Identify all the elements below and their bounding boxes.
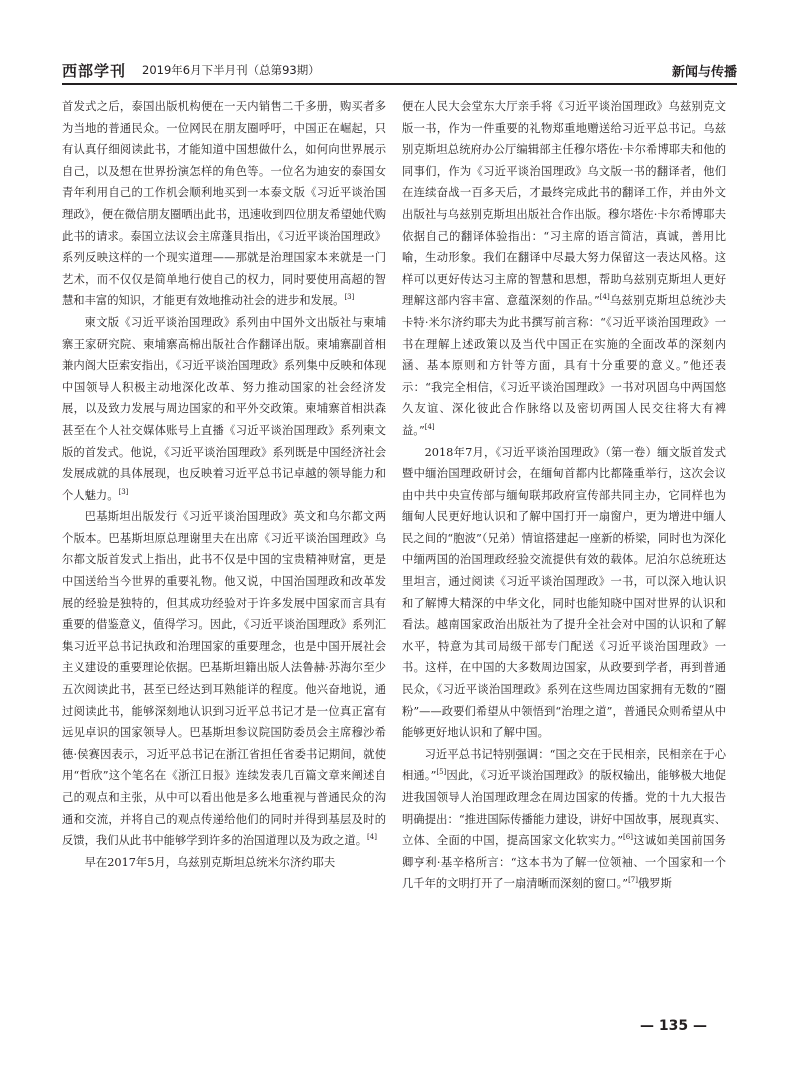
- paragraph: 巴基斯坦出版发行《习近平谈治国理政》英文和乌尔都文两个版本。巴基斯坦原总理谢里夫在出席《习近平谈治国理政》乌尔都文版首发式上指出，此书不仅是中国的宝贵精神财富，更是中国送给当今世界的重要礼物。他又说，中国治国理政和改革发展的经验是独特的，但其成功经验对于许多发展中国家而言具有重要的借鉴意义，值得学习。因此，《习近平谈治国理政》系列汇集习近平总书记执政和治理国家的重要理念，也是中国开展社会主义建设的重要理论依据。巴基斯坦籍出版人法鲁赫·苏海尔至少五次阅读此书，甚至已经达到耳熟能详的程度。他兴奋地说，通过阅读此书，能够深刻地认识到习近平总书记才是一位真正富有远见卓识的国家领导人。巴基斯坦参议院国防委员会主席穆沙希德·侯赛因表示，习近平总书记在浙江省担任省委书记期间，就使用“哲欣”这个笔名在《浙江日报》连续发表几百篇文章来阐述自己的观点和主张，从中可以看出他是多么地重视与普通民众的沟通和交流，并将自己的观点传递给他们的同时并得到基层及时的反馈，我们从此书中能够学到许多的治国道理以及为政之道。[4]: [62, 510, 386, 848]
- paragraph: 柬文版《习近平谈治国理政》系列由中国外文出版社与柬埔寨王家研究院、柬埔寨高棉出版社合作翻译出版。柬埔寨副首相兼内阁大臣索安指出，《习近平谈治国理政》系列集中反映和体现中国领导人积极主动地深化改革、努力推动国家的社会经济发展，以及致力发展与周边国家的和平外交政策。柬埔寨首相洪森甚至在个人社交媒体账号上直播《习近平谈治国理政》系列柬文版的首发式。他说，《习近平谈治国理政》系列既是中国经济社会发展成就的具体展现，也反映着习近平总书记卓越的领导能力和个人魅力。[3]: [62, 315, 386, 502]
- paragraph: 便在人民大会堂东大厅亲手将《习近平谈治国理政》乌兹别克文版一书，作为一件重要的礼物郑重地赠送给习近平总书记。乌兹别克斯坦总统府办公厅编辑部主任穆尔塔佐·卡尔希博耶夫和他的同事们，作为《习近平谈治国理政》乌文版一书的翻译者，他们在连续奋战一百多天后，才最终完成此书的翻译工作，并由外文出版社与乌兹别克斯坦出版社合作出版。穆尔塔佐·卡尔希博耶夫依据自己的翻译体验指出：“习主席的语言简洁，真诚，善用比喻，生动形象。我们在翻译中尽最大努力保留这一表达风格。这样可以更好传达习主席的智慧和思想，帮助乌兹别克斯坦人更好理解这部内容丰富、意蕴深刻的作品。”[4]乌兹别克斯坦总统沙夫卡特·米尔济约耶夫为此书撰写前言称：“《习近平谈治国理政》一书在理解上述政策以及当代中国正在实施的全面改革的深刻内涵、基本原则和方针等方面，具有十分重要的意义。”他还表示：“我完全相信，《习近平谈治国理政》一书对巩固乌中两国悠久友谊、深化彼此合作脉络以及密切两国人民交往将大有裨益。”[4]: [402, 100, 726, 437]
- citation-ref: [4]: [424, 423, 435, 432]
- citation-ref: [3]: [344, 293, 355, 302]
- section-title: 新闻与传播: [671, 65, 737, 80]
- paragraph: 习近平总书记特别强调：“国之交在于民相亲，民相亲在于心相通。”[5]因此，《习近平谈治国理政》的版权输出，能够极大地促进我国领导人治国理政理念在周边国家的传播。党的十九大报告明确提出：“推进国际传播能力建设，讲好中国故事，展现真实、立体、全面的中国，提高国家文化软实力。”[6]这诚如美国前国务卿亨利·基辛格所言：“这本书为了解一位领袖、一个国家和一个几千年的文明打开了一扇清晰而深刻的窗口。”[7]俄罗斯: [402, 747, 726, 891]
- citation-ref: [7]: [628, 876, 638, 885]
- journal-logo: 西部学刊: [62, 62, 127, 80]
- running-header: [62, 58, 737, 82]
- citation-ref: [4]: [367, 833, 377, 842]
- paragraph: 首发式之后，泰国出版机构便在一天内销售二千多册，购买者多为当地的普通民众。一位网民在朋友圈呼吁，中国正在崛起，只有认真仔细阅读此书，才能知道中国想做什么，如何向世界展示自己，以及想在世界扮演怎样的角色等。一位名为迪安的泰国女青年利用自己的工作机会顺利地买到一本泰文版《习近平谈治国理政》，便在微信朋友圈晒出此书，迅速收到四位朋友希望她代购此书的请求。泰国立法议会主席蓬貝指出，《习近平谈治国理政》系列反映这样的一个现实道理——那就是治理国家本来就是一门艺术，而不仅仅是简单地行使自己的权力，同时要使用高超的智慧和丰富的知识，才能更有效地推动社会的进步和发展。[3]: [62, 100, 386, 308]
- citation-ref: [5]: [436, 768, 447, 777]
- paragraph: 2018年7月，《习近平谈治国理政》（第一卷）缅文版首发式暨中缅治国理政研讨会，在缅甸首都内比都隆重举行，这次会议由中共中央宣传部与缅甸联邦政府宣传部共同主办，它同样也为缅甸人民更好地认识和了解中国打开一扇窗户，更为增进中缅人民之间的“胞波”（兄弟）情谊搭建起一座新的桥梁，同时也为深化中缅两国的治国理政经验交流提供有效的载体。尼泊尔总统班达里坦言，通过阅读《习近平谈治国理政》一书，可以深入地认识和了解博大精深的中华文化，同时也能知晓中国对世界的认识和看法。越南国家政治出版社为了提升全社会对中国的认识和了解水平，特意为其司局级干部专门配送《习近平谈治国理政》一书。这样，在中国的大多数周边国家，从政要到学者，再到普通民众，《习近平谈治国理政》系列在这些周边国家拥有无数的“圈粉”——政要们希望从中领悟到“治理之道”，普通民众则希望从中能够更好地认识和了解中国。: [402, 445, 726, 740]
- citation-ref: [4]: [599, 293, 610, 302]
- header-rule: [62, 83, 737, 85]
- left-column: [62, 96, 386, 873]
- right-column: [402, 96, 726, 895]
- citation-ref: [3]: [118, 487, 129, 496]
- paragraph: 早在2017年5月，乌兹别克斯坦总统米尔济约耶夫: [84, 855, 336, 869]
- issue-info: 2019年6月下半月刊（总第93期）: [142, 63, 320, 77]
- citation-ref: [6]: [623, 833, 633, 842]
- page-number: — 135 —: [640, 1018, 707, 1034]
